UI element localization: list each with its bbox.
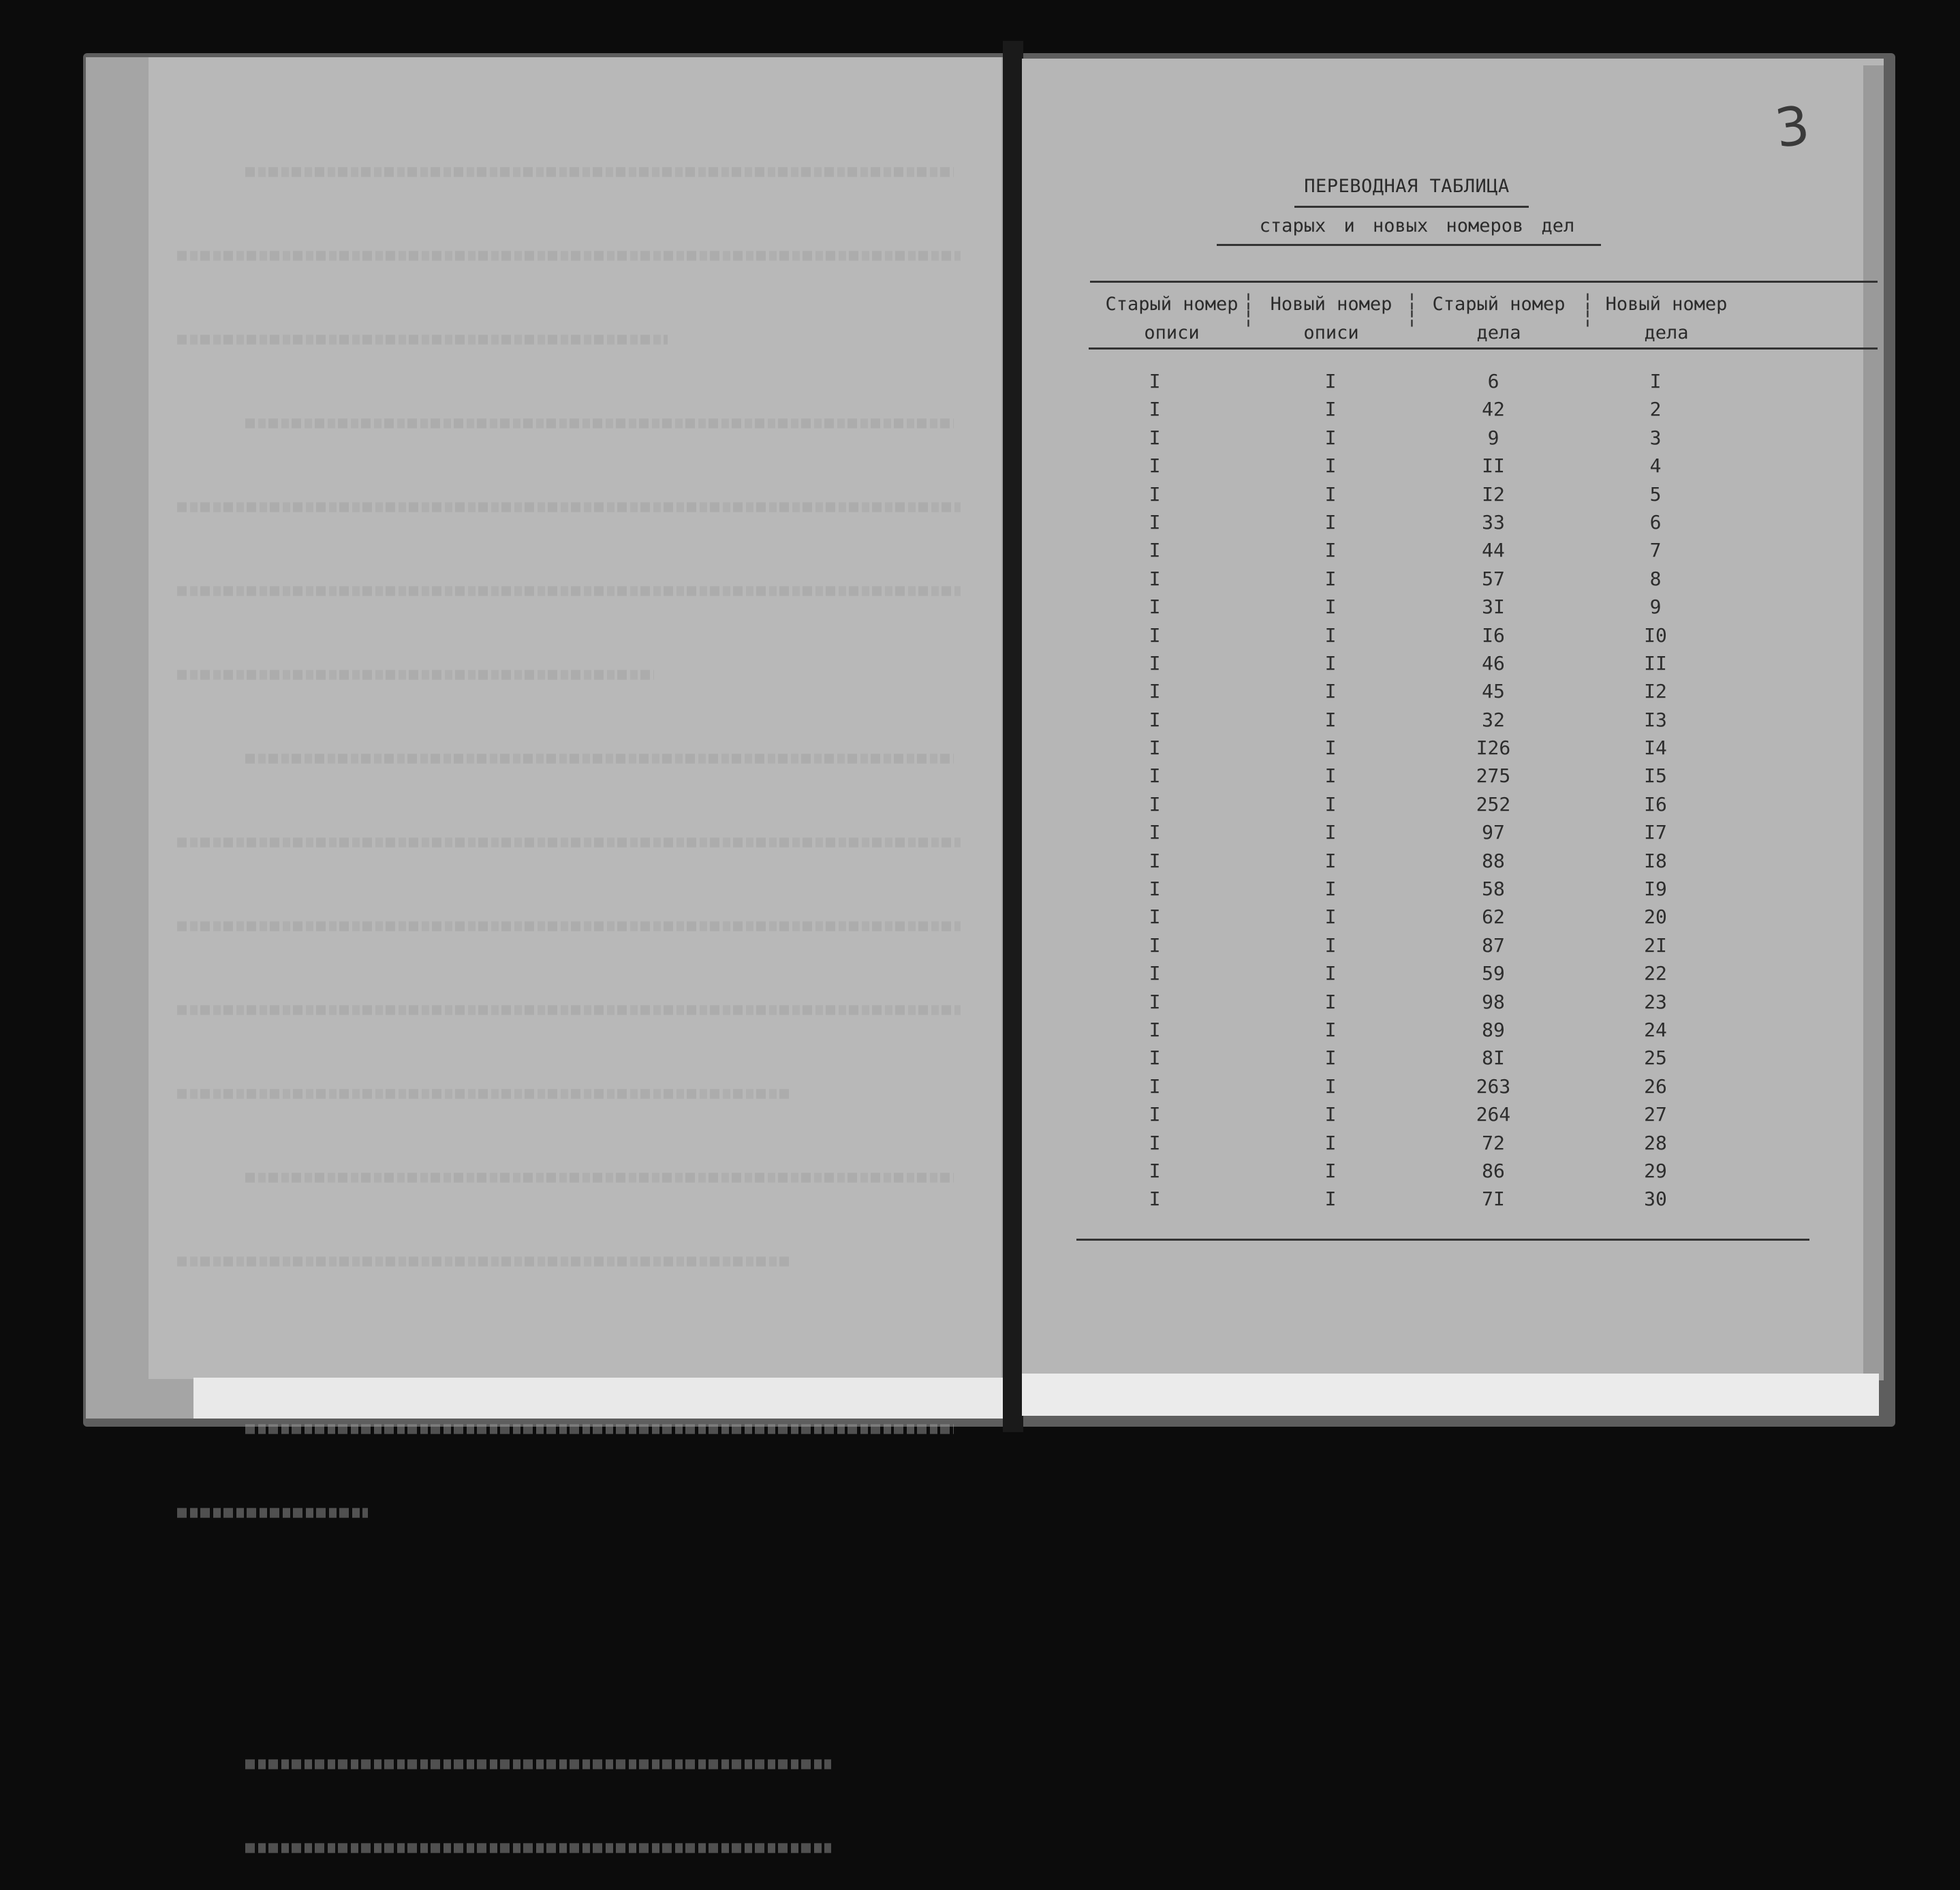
cell-old-inventory: I <box>1149 849 1161 872</box>
cell-old-file: 72 <box>1482 1131 1505 1154</box>
table-row <box>0 878 1960 905</box>
cell-new-inventory: I <box>1324 990 1337 1013</box>
cell-new-file: I8 <box>1644 849 1667 872</box>
cell-new-file: 8 <box>1649 567 1662 590</box>
table-row <box>0 737 1960 764</box>
cell-old-file: 58 <box>1482 878 1505 901</box>
cell-old-inventory: I <box>1149 482 1161 506</box>
cell-new-file: 7 <box>1649 539 1662 562</box>
table-top-rule <box>1090 281 1878 283</box>
cell-new-file: I2 <box>1644 680 1667 703</box>
cell-old-inventory: I <box>1149 398 1161 421</box>
cell-new-file: 3 <box>1649 426 1662 449</box>
cell-old-file: 87 <box>1482 933 1505 957</box>
cell-new-file: 9 <box>1649 595 1662 619</box>
cell-old-inventory: I <box>1149 792 1161 816</box>
cell-new-file: 2I <box>1644 933 1667 957</box>
cell-new-file: 4 <box>1649 454 1662 478</box>
cell-old-file: 32 <box>1482 708 1505 731</box>
table-row <box>0 850 1960 878</box>
cell-old-inventory: I <box>1149 905 1161 929</box>
cell-old-inventory: I <box>1149 933 1161 957</box>
cell-old-file: 9 <box>1487 426 1499 449</box>
cell-old-inventory: I <box>1149 595 1161 619</box>
cell-new-inventory: I <box>1324 1047 1337 1070</box>
cell-old-inventory: I <box>1149 1074 1161 1098</box>
cell-old-inventory: I <box>1149 737 1161 760</box>
table-body <box>0 370 1960 1216</box>
cell-new-inventory: I <box>1324 821 1337 844</box>
table-row <box>0 680 1960 708</box>
cell-new-inventory: I <box>1324 737 1337 760</box>
cell-new-file: 29 <box>1644 1159 1667 1182</box>
cell-old-file: I26 <box>1476 737 1511 760</box>
cell-old-file: 45 <box>1482 680 1505 703</box>
table-row <box>0 934 1960 962</box>
cell-new-inventory: I <box>1324 595 1337 619</box>
cell-new-file: 30 <box>1644 1188 1667 1211</box>
cell-new-inventory: I <box>1324 933 1337 957</box>
cell-new-inventory: I <box>1324 905 1337 929</box>
cell-new-file: 26 <box>1644 1074 1667 1098</box>
cell-old-inventory: I <box>1149 567 1161 590</box>
table-row <box>0 370 1960 398</box>
cell-old-file: 59 <box>1482 962 1505 985</box>
cell-old-file: II <box>1482 454 1505 478</box>
cell-new-inventory: I <box>1324 962 1337 985</box>
cell-old-file: 3I <box>1482 595 1505 619</box>
table-row <box>0 991 1960 1019</box>
title-underline <box>1294 206 1529 208</box>
cell-old-file: 89 <box>1482 1018 1505 1041</box>
column-header-new-inventory <box>1249 289 1418 347</box>
cell-old-inventory: I <box>1149 1047 1161 1070</box>
cell-new-inventory: I <box>1324 398 1337 421</box>
cell-new-file: 20 <box>1644 905 1667 929</box>
cell-new-file: I6 <box>1644 792 1667 816</box>
cell-old-inventory: I <box>1149 962 1161 985</box>
table-row <box>0 398 1960 426</box>
column-header-line: описи <box>1303 322 1359 343</box>
table-row <box>0 709 1960 737</box>
table-row <box>0 793 1960 821</box>
cell-new-inventory: I <box>1324 1103 1337 1126</box>
table-row <box>0 1132 1960 1160</box>
cell-new-inventory: I <box>1324 849 1337 872</box>
subtitle-underline <box>1217 244 1601 246</box>
cell-old-file: 7I <box>1482 1188 1505 1211</box>
column-header-line: Новый номер <box>1270 294 1393 315</box>
cell-new-inventory: I <box>1324 764 1337 788</box>
cell-old-file: 97 <box>1482 821 1505 844</box>
table-row <box>0 962 1960 990</box>
cell-old-file: 57 <box>1482 567 1505 590</box>
cell-new-inventory: I <box>1324 1018 1337 1041</box>
table-row <box>0 1103 1960 1131</box>
cell-old-file: 44 <box>1482 539 1505 562</box>
cell-old-file: 264 <box>1476 1103 1511 1126</box>
table-row <box>0 595 1960 623</box>
cell-old-inventory: I <box>1149 1131 1161 1154</box>
cell-new-inventory: I <box>1324 680 1337 703</box>
cell-new-inventory: I <box>1324 510 1337 533</box>
cell-old-file: I2 <box>1482 482 1505 506</box>
cell-old-file: 88 <box>1482 849 1505 872</box>
cell-old-inventory: I <box>1149 426 1161 449</box>
cell-old-inventory: I <box>1149 510 1161 533</box>
cell-new-file: II <box>1644 651 1667 675</box>
column-separator: ¦ ¦ <box>1582 289 1593 328</box>
cell-new-file: I9 <box>1644 878 1667 901</box>
cell-old-file: 98 <box>1482 990 1505 1013</box>
table-row <box>0 427 1960 454</box>
cell-new-file: 6 <box>1649 510 1662 533</box>
cell-new-inventory: I <box>1324 878 1337 901</box>
table-row <box>0 511 1960 539</box>
table-row <box>0 652 1960 680</box>
cell-new-file: I7 <box>1644 821 1667 844</box>
cell-old-file: 263 <box>1476 1074 1511 1098</box>
column-header-line: Новый номер <box>1605 294 1728 315</box>
table-title: ПЕРЕВОДНАЯ ТАБЛИЦА <box>1304 176 1510 197</box>
cell-new-file: 2 <box>1649 398 1662 421</box>
table-row <box>0 483 1960 511</box>
column-separator: ¦ ¦ <box>1406 289 1418 328</box>
cell-old-file: 46 <box>1482 651 1505 675</box>
cell-old-file: 6 <box>1487 370 1499 392</box>
cell-old-inventory: I <box>1149 454 1161 478</box>
cell-old-inventory: I <box>1149 1018 1161 1041</box>
column-header-old-file <box>1417 290 1581 347</box>
cell-old-inventory: I <box>1149 1103 1161 1126</box>
column-header-line: Старый номер <box>1105 294 1239 315</box>
cell-new-file: I5 <box>1644 764 1667 788</box>
cell-old-inventory: I <box>1149 539 1161 562</box>
cell-old-file: 8I <box>1482 1047 1505 1070</box>
cell-new-file: I4 <box>1644 737 1667 760</box>
cell-old-file: 33 <box>1482 510 1505 533</box>
table-row <box>0 539 1960 567</box>
column-header-line: дела <box>1476 322 1521 343</box>
table-row <box>0 568 1960 595</box>
cell-old-inventory: I <box>1149 370 1161 392</box>
cell-new-inventory: I <box>1324 370 1337 392</box>
cell-new-file: 22 <box>1644 962 1667 985</box>
column-header-new-file <box>1585 290 1748 347</box>
cell-new-inventory: I <box>1324 539 1337 562</box>
cell-old-inventory: I <box>1149 623 1161 647</box>
cell-new-file: 25 <box>1644 1047 1667 1070</box>
cell-new-inventory: I <box>1324 651 1337 675</box>
table-header-rule <box>1089 347 1878 350</box>
cell-old-inventory: I <box>1149 651 1161 675</box>
column-header-line: дела <box>1644 322 1689 343</box>
cell-old-file: 42 <box>1482 398 1505 421</box>
cell-new-inventory: I <box>1324 454 1337 478</box>
cell-new-file: 27 <box>1644 1103 1667 1126</box>
table-row <box>0 1047 1960 1074</box>
cell-new-file: I0 <box>1644 623 1667 647</box>
cell-new-inventory: I <box>1324 792 1337 816</box>
table-row <box>0 624 1960 652</box>
table-row <box>0 1019 1960 1047</box>
table-bottom-rule <box>1076 1239 1809 1241</box>
cell-old-file: 252 <box>1476 792 1511 816</box>
cell-new-inventory: I <box>1324 426 1337 449</box>
cell-new-inventory: I <box>1324 623 1337 647</box>
table-subtitle: старых и новых номеров дел <box>1259 215 1575 236</box>
right-page-edge <box>1022 1374 1879 1416</box>
page-number: 3 <box>1771 94 1814 161</box>
cell-new-inventory: I <box>1324 1074 1337 1098</box>
cell-new-inventory: I <box>1324 1159 1337 1182</box>
cell-new-inventory: I <box>1324 1131 1337 1154</box>
cell-new-inventory: I <box>1324 482 1337 506</box>
cell-new-file: I <box>1649 370 1662 392</box>
cell-old-file: 275 <box>1476 764 1511 788</box>
cell-old-inventory: I <box>1149 1159 1161 1182</box>
cell-old-inventory: I <box>1149 990 1161 1013</box>
cell-new-inventory: I <box>1324 567 1337 590</box>
table-row <box>0 1160 1960 1188</box>
cell-old-inventory: I <box>1149 680 1161 703</box>
cell-new-inventory: I <box>1324 1188 1337 1211</box>
cell-old-inventory: I <box>1149 878 1161 901</box>
column-separator: ¦ ¦ <box>1243 289 1254 328</box>
cell-new-file: 24 <box>1644 1018 1667 1041</box>
column-header-line: Старый номер <box>1432 294 1566 315</box>
table-row <box>0 1075 1960 1103</box>
table-row <box>0 764 1960 792</box>
cell-new-inventory: I <box>1324 708 1337 731</box>
cell-new-file: 28 <box>1644 1131 1667 1154</box>
cell-old-file: 62 <box>1482 905 1505 929</box>
cell-old-inventory: I <box>1149 821 1161 844</box>
table-row <box>0 1188 1960 1215</box>
cell-new-file: 5 <box>1649 482 1662 506</box>
cell-old-inventory: I <box>1149 1188 1161 1211</box>
cell-new-file: I3 <box>1644 708 1667 731</box>
cell-new-file: 23 <box>1644 990 1667 1013</box>
cell-old-inventory: I <box>1149 708 1161 731</box>
table-row <box>0 821 1960 849</box>
table-row <box>0 905 1960 933</box>
column-header-old-inventory <box>1090 290 1254 347</box>
column-header-line: описи <box>1144 322 1200 343</box>
cell-old-inventory: I <box>1149 764 1161 788</box>
table-row <box>0 454 1960 482</box>
cell-old-file: 86 <box>1482 1159 1505 1182</box>
cell-old-file: I6 <box>1482 623 1505 647</box>
